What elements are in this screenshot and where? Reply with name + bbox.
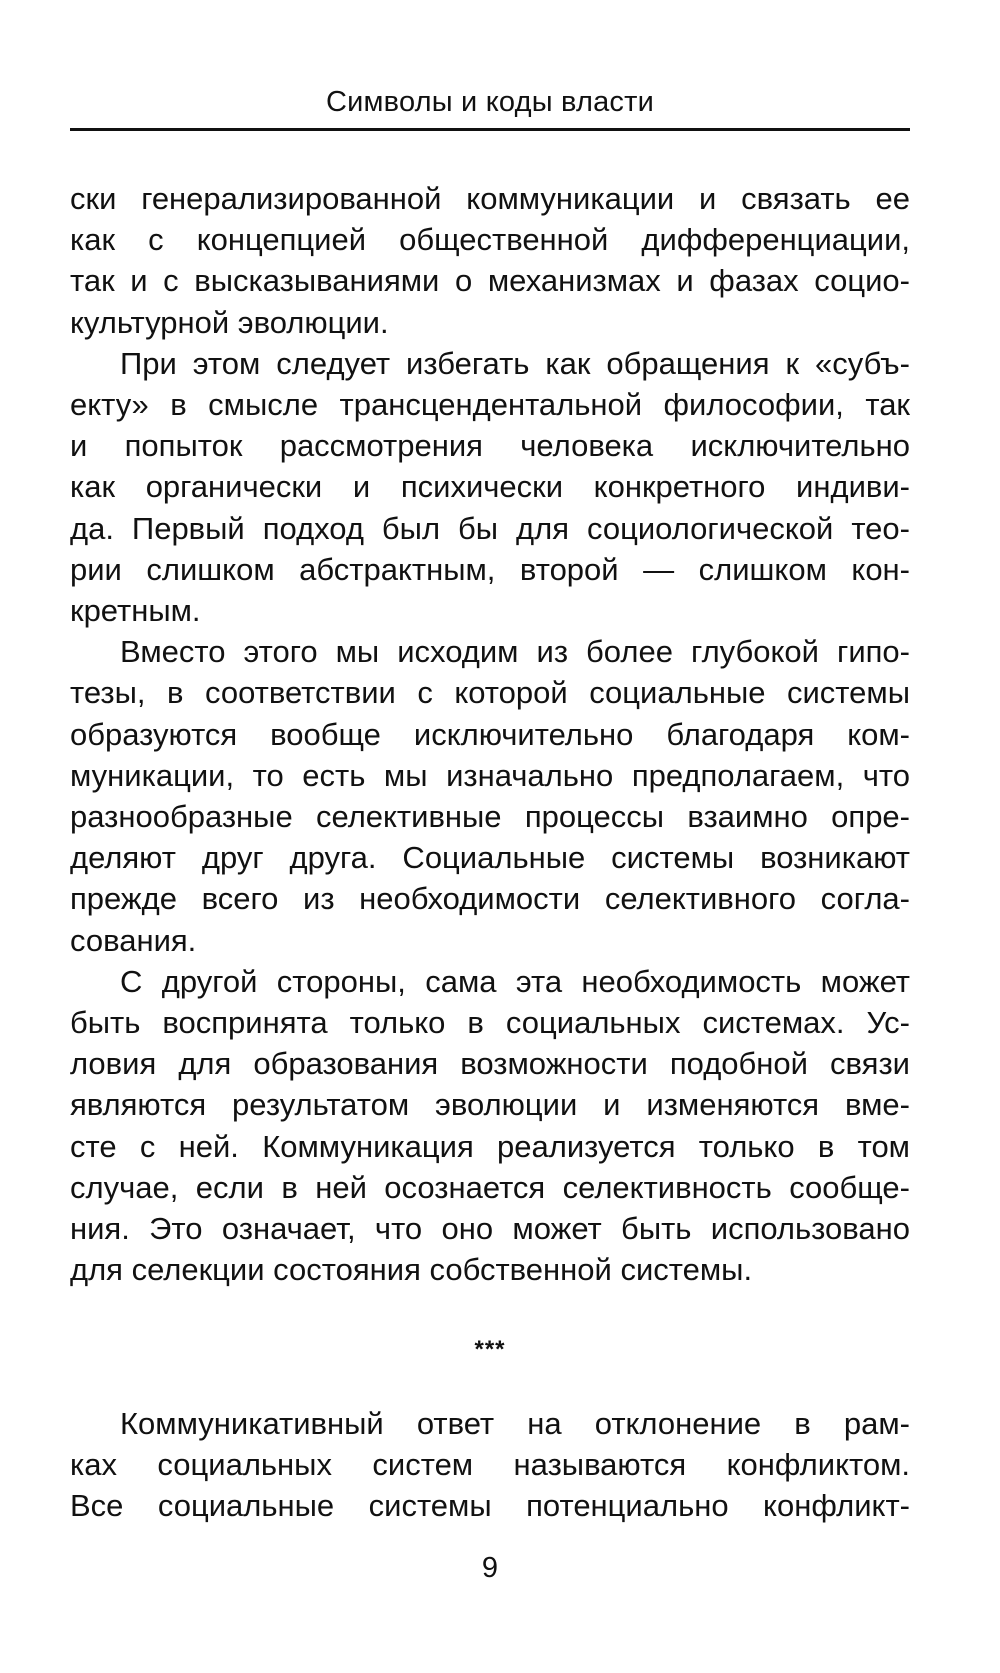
text-line: для селекции состояния собственной системы. bbox=[70, 1252, 753, 1288]
text-line: деляют друг друга. Социальные системы возникают bbox=[70, 840, 910, 876]
text-line: являются результатом эволюции и изменяются вме- bbox=[70, 1087, 910, 1123]
text-line: Вместо этого мы исходим из более глубокой гипо- bbox=[120, 634, 910, 670]
text-line: сте с ней. Коммуникация реализуется только в том bbox=[70, 1128, 910, 1164]
text-line: ски генерализированной коммуникации и связать ее bbox=[70, 181, 910, 216]
text-line: При этом следует избегать как обращения к «субъ- bbox=[120, 345, 910, 381]
text-line: екту» в смысле трансцендентальной философии, так bbox=[70, 387, 910, 423]
text-line: ния. Это означает, что оно может быть использовано bbox=[70, 1211, 910, 1247]
header-rule bbox=[70, 128, 910, 131]
text-line: так и с высказываниями о механизмах и фазах социо- bbox=[70, 263, 910, 299]
text-line: С другой стороны, сама эта необходимость может bbox=[120, 963, 910, 999]
text-line: Все социальные системы потенциально конфликт- bbox=[70, 1488, 910, 1524]
paragraph-2 bbox=[70, 343, 910, 631]
paragraph-3 bbox=[70, 631, 910, 961]
text-line: как с концепцией общественной дифференциации, bbox=[70, 222, 910, 258]
text-line: быть воспринята только в социальных системах. Ус- bbox=[70, 1005, 910, 1041]
text-line: образуются вообще исключительно благодаря ком- bbox=[70, 716, 910, 752]
text-line: тезы, в соответствии с которой социальные системы bbox=[70, 675, 910, 711]
text-line: Коммуникативный ответ на отклонение в рам- bbox=[120, 1406, 910, 1441]
section-separator: *** bbox=[474, 1336, 506, 1363]
text-line: кретным. bbox=[70, 593, 201, 629]
text-line: да. Первый подход был бы для социологической тео- bbox=[70, 510, 910, 546]
text-line: рии слишком абстрактным, второй — слишком кон- bbox=[70, 551, 910, 587]
text-line: случае, если в ней осознается селективность сообще- bbox=[70, 1169, 910, 1205]
paragraph-1 bbox=[70, 178, 910, 343]
paragraph-5 bbox=[70, 1403, 910, 1527]
running-title: Символы и коды власти bbox=[325, 86, 655, 118]
main-text bbox=[70, 178, 910, 1290]
text-line: сования. bbox=[70, 922, 197, 958]
text-line: культурной эволюции. bbox=[70, 304, 389, 340]
text-line: ловия для образования возможности подобной связи bbox=[70, 1046, 910, 1082]
section-text bbox=[70, 1403, 910, 1527]
text-line: разнообразные селективные процессы взаимно опре- bbox=[70, 799, 910, 835]
paragraph-4 bbox=[70, 961, 910, 1291]
text-line: как органически и психически конкретного индиви- bbox=[70, 469, 910, 505]
text-line: ках социальных систем называются конфликтом. bbox=[70, 1447, 910, 1483]
text-line: муникации, то есть мы изначально предполагаем, что bbox=[70, 757, 910, 793]
page-number: 9 bbox=[481, 1552, 499, 1584]
text-line: прежде всего из необходимости селективного согла- bbox=[70, 881, 910, 917]
text-line: и попыток рассмотрения человека исключительно bbox=[70, 428, 910, 464]
